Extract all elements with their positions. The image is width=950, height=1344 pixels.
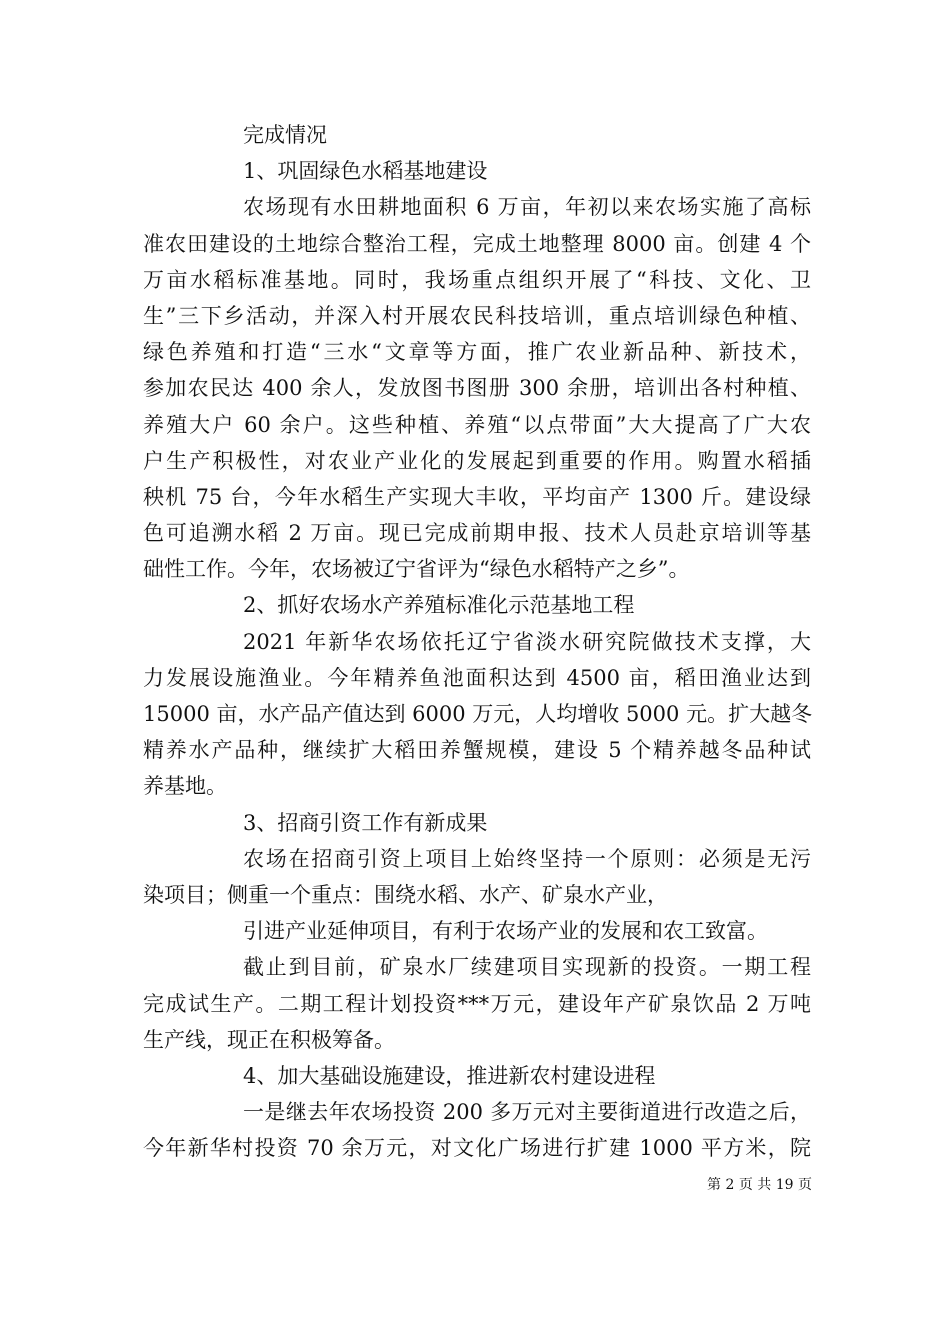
text-line: 今年新华村投资 70 余万元，对文化广场进行扩建 1000 平方米，院 — [143, 1136, 811, 1161]
text-line: 秧机 75 台，今年水稻生产实现大丰收，平均亩产 1300 斤。建设绿 — [143, 484, 811, 509]
text-line: 完成试生产。二期工程计划投资***万元，建设年产矿泉饮品 2 万吨 — [143, 991, 811, 1016]
text-line: 户生产积极性，对农业产业化的发展起到重要的作用。购置水稻插 — [143, 448, 811, 473]
text-line: 色可追溯水稻 2 万亩。现已完成前期申报、技术人员赴京培训等基 — [143, 521, 811, 546]
page-number-footer: 第 2 页 共 19 页 — [707, 1177, 812, 1193]
text-line: 2021 年新华农场依托辽宁省淡水研究院做技术支撑，大 — [243, 629, 811, 654]
text-line: 精养水产品种，继续扩大稻田养蟹规模，建设 5 个精养越冬品种试 — [143, 738, 811, 763]
text-line: 4、加大基础设施建设，推进新农村建设进程 — [243, 1063, 656, 1088]
text-line: 绿色养殖和打造“三水“文章等方面，推广农业新品种、新技术， — [143, 340, 811, 365]
text-line: 农场在招商引资上项目上始终坚持一个原则：必须是无污 — [243, 846, 811, 871]
document-body — [143, 117, 811, 1166]
text-line: 一是继去年农场投资 200 多万元对主要街道进行改造之后， — [243, 1100, 811, 1125]
text-line: 完成情况 — [243, 123, 327, 147]
text-line: 3、招商引资工作有新成果 — [243, 810, 488, 835]
text-line: 生”三下乡活动，并深入村开展农民科技培训，重点培训绿色种植、 — [143, 303, 811, 328]
text-line: 力发展设施渔业。今年精养鱼池面积达到 4500 亩，稻田渔业达到 — [143, 665, 811, 690]
text-line: 参加农民达 400 余人，发放图书图册 300 余册，培训出各村种植、 — [143, 376, 811, 401]
text-line: 农场现有水田耕地面积 6 万亩，年初以来农场实施了高标 — [243, 195, 811, 220]
text-line: 生产线，现正在积极筹备。 — [143, 1027, 395, 1052]
text-line: 养殖大户 60 余户。这些种植、养殖“以点带面”大大提高了广大农 — [143, 412, 811, 437]
text-line: 截止到目前，矿泉水厂续建项目实现新的投资。一期工程 — [243, 955, 811, 980]
text-line: 15000 亩，水产品产值达到 6000 万元，人均增收 5000 元。扩大越冬 — [143, 702, 813, 726]
text-line: 引进产业延伸项目，有利于农场产业的发展和农工致富。 — [243, 919, 768, 944]
text-line: 准农田建设的土地综合整治工程，完成土地整理 8000 亩。创建 4 个 — [143, 231, 811, 256]
text-line: 万亩水稻标准基地。同时，我场重点组织开展了“科技、文化、卫 — [143, 267, 811, 292]
text-line: 2、抓好农场水产养殖标准化示范基地工程 — [243, 593, 635, 618]
text-line: 1、巩固绿色水稻基地建设 — [243, 159, 488, 184]
text-line: 染项目；侧重一个重点：围绕水稻、水产、矿泉水产业， — [143, 882, 668, 907]
text-line: 养基地。 — [143, 774, 227, 799]
text-line: 础性工作。今年，农场被辽宁省评为“绿色水稻特产之乡”。 — [143, 557, 690, 582]
